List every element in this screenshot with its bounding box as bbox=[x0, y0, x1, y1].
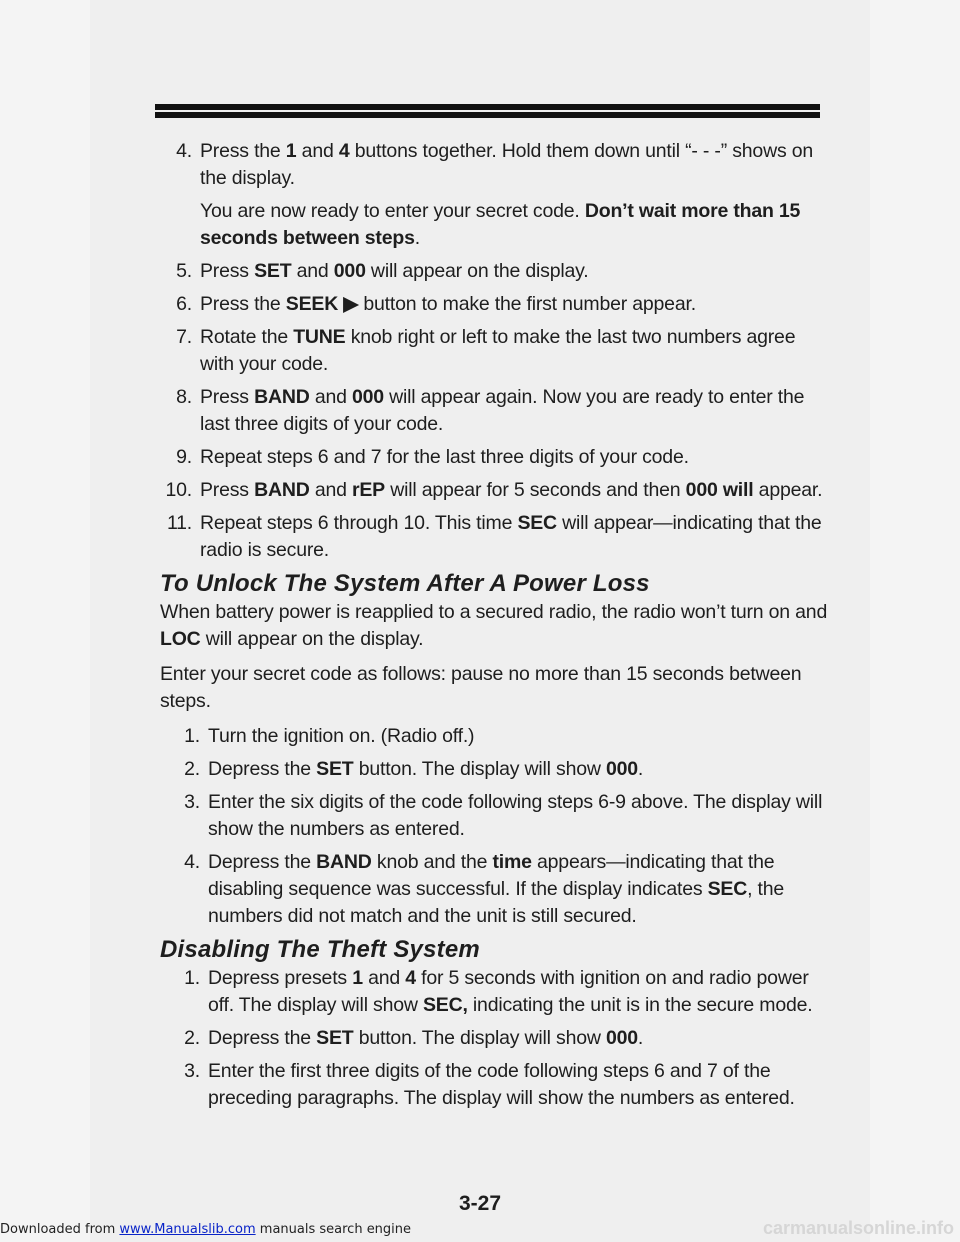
text-run: appear. bbox=[753, 479, 823, 501]
list-item bbox=[160, 291, 828, 318]
step-number: 3. bbox=[184, 791, 200, 813]
text-run: Turn the ignition on. (Radio off.) bbox=[208, 725, 475, 747]
text-run: Press the bbox=[200, 140, 286, 162]
body-paragraph bbox=[160, 599, 828, 653]
unlock-steps bbox=[160, 723, 828, 930]
theft-code-steps bbox=[160, 138, 828, 564]
bold-term: TUNE bbox=[293, 326, 346, 348]
text-run: Repeat steps 6 through 10. This time bbox=[200, 512, 518, 534]
bold-term: LOC bbox=[160, 628, 201, 650]
unlock-paragraphs bbox=[160, 599, 828, 715]
list-item bbox=[160, 789, 828, 843]
text-run: Depress the bbox=[208, 1027, 317, 1049]
list-item bbox=[160, 138, 828, 192]
bold-term: BAND bbox=[254, 479, 310, 501]
step-text bbox=[208, 789, 828, 843]
text-run: Enter the first three digits of the code following steps 6 and 7 of the preceding paragraphs. The display will show the numbers as entered. bbox=[208, 1060, 795, 1109]
text-run: Enter the six digits of the code following steps 6-9 above. The display will show the numbers as entered. bbox=[208, 791, 823, 840]
step-number: 2. bbox=[184, 758, 200, 780]
list-item bbox=[160, 324, 828, 378]
step-number: 7. bbox=[176, 326, 192, 348]
step-text bbox=[200, 291, 828, 318]
section-heading-disable: Disabling The Theft System bbox=[160, 936, 480, 963]
list-item bbox=[160, 1025, 828, 1052]
text-run: button. The display will show bbox=[353, 758, 606, 780]
text-run: buttons together. Hold them down until “- - -” shows on the display. bbox=[200, 140, 814, 189]
bold-term: BAND bbox=[254, 386, 310, 408]
step-text bbox=[208, 1058, 828, 1112]
text-run: Press bbox=[200, 479, 255, 501]
watermark: carmanualsonline.info bbox=[762, 1218, 954, 1238]
text-run: will appear again. Now you are ready to enter the last three digits of your code. bbox=[200, 386, 805, 435]
bold-term: SET bbox=[254, 260, 292, 282]
step-number: 6. bbox=[176, 293, 192, 315]
step-number: 4. bbox=[184, 851, 200, 873]
body-paragraph bbox=[160, 661, 828, 715]
step-number: 9. bbox=[176, 446, 192, 468]
text-run: will appear—indicating that the radio is secure. bbox=[200, 512, 822, 561]
step-text bbox=[200, 138, 828, 192]
bold-term: time bbox=[492, 851, 532, 873]
text-run: Depress the bbox=[208, 851, 317, 873]
step-number: 2. bbox=[184, 1027, 200, 1049]
text-run: knob and the bbox=[371, 851, 493, 873]
text-run: will appear on the display. bbox=[365, 260, 589, 282]
footer-prefix: Downloaded from bbox=[0, 1222, 116, 1237]
list-item bbox=[160, 756, 828, 783]
manualslib-link[interactable]: www.Manualslib.com bbox=[119, 1222, 256, 1237]
step-text bbox=[208, 723, 828, 750]
text-run: Depress presets bbox=[208, 967, 353, 989]
bold-term: BAND bbox=[316, 851, 372, 873]
text-run: Repeat steps 6 and 7 for the last three digits of your code. bbox=[200, 446, 689, 468]
bold-term: SET bbox=[316, 758, 354, 780]
step-note bbox=[160, 198, 828, 252]
list-item bbox=[160, 965, 828, 1019]
text-run: Press bbox=[200, 260, 255, 282]
text-run: Press the bbox=[200, 293, 286, 315]
text-run: . bbox=[637, 758, 644, 780]
bold-term: 000 bbox=[333, 260, 366, 282]
list-item bbox=[160, 258, 828, 285]
text-run: and bbox=[296, 140, 339, 162]
bold-term: SEC bbox=[517, 512, 557, 534]
section-heading-unlock: To Unlock The System After A Power Loss bbox=[160, 570, 650, 597]
text-run: indicating the unit is in the secure mode. bbox=[467, 994, 813, 1016]
page-number: 3-27 bbox=[458, 1192, 502, 1215]
bold-term: 4 bbox=[405, 967, 416, 989]
bold-term: SEEK ▶ bbox=[285, 293, 359, 315]
text-run: Enter your secret code as follows: pause no more than 15 seconds between steps. bbox=[160, 663, 802, 712]
text-run: and bbox=[309, 386, 352, 408]
bold-term: SEC, bbox=[422, 994, 468, 1016]
text-run: knob right or left to make the last two numbers agree with your code. bbox=[200, 326, 796, 375]
text-run: will appear for 5 seconds and then bbox=[385, 479, 686, 501]
step-number: 10. bbox=[165, 479, 192, 501]
text-run: You are now ready to enter your secret code. bbox=[200, 200, 585, 222]
text-run: and bbox=[362, 967, 406, 989]
step-text bbox=[200, 258, 828, 285]
list-item bbox=[160, 510, 828, 564]
bold-term: 000 bbox=[605, 1027, 638, 1049]
disable-steps bbox=[160, 965, 828, 1112]
list-item bbox=[160, 444, 828, 471]
text-run: . bbox=[637, 1027, 644, 1049]
download-footer bbox=[0, 1222, 411, 1237]
step-text bbox=[208, 1025, 828, 1052]
bold-term: SEC bbox=[707, 878, 748, 900]
step-number: 11. bbox=[166, 512, 192, 534]
text-run: When battery power is reapplied to a secured radio, the radio won’t turn on and bbox=[160, 601, 828, 623]
bold-term: 1 bbox=[352, 967, 363, 989]
step-text bbox=[200, 324, 828, 378]
list-item bbox=[160, 849, 828, 930]
text-run: Rotate the bbox=[200, 326, 294, 348]
step-number: 5. bbox=[176, 260, 192, 282]
text-run: and bbox=[291, 260, 334, 282]
text-run: for 5 seconds with ignition on and radio power off. The display will show bbox=[208, 967, 809, 1016]
bold-term: 4 bbox=[338, 140, 350, 162]
text-run: , the numbers did not match and the unit is still secured. bbox=[208, 878, 785, 927]
header-rule bbox=[155, 104, 820, 118]
list-item bbox=[160, 477, 828, 504]
step-text bbox=[208, 756, 828, 783]
bold-term: 000 bbox=[351, 386, 384, 408]
text-run: Depress the bbox=[208, 758, 317, 780]
list-item bbox=[160, 723, 828, 750]
step-number: 8. bbox=[176, 386, 192, 408]
bold-term: rEP bbox=[351, 479, 385, 501]
bold-term: 000 bbox=[605, 758, 638, 780]
list-item bbox=[160, 384, 828, 438]
text-run: . bbox=[414, 227, 420, 249]
text-run: and bbox=[309, 479, 352, 501]
bold-term: Don’t wait more than 15 seconds between steps bbox=[200, 200, 801, 249]
step-text bbox=[200, 510, 828, 564]
text-run: button to make the first number appear. bbox=[358, 293, 696, 315]
text-run: will appear on the display. bbox=[200, 628, 424, 650]
step-text bbox=[208, 965, 828, 1019]
bold-term: 1 bbox=[285, 140, 297, 162]
bold-term: 000 will bbox=[685, 479, 754, 501]
list-item bbox=[160, 1058, 828, 1112]
text-run: button. The display will show bbox=[353, 1027, 606, 1049]
step-number: 1. bbox=[184, 725, 200, 747]
page-content bbox=[160, 138, 828, 1118]
step-text bbox=[200, 444, 828, 471]
step-number: 4. bbox=[176, 140, 192, 162]
footer-suffix: manuals search engine bbox=[259, 1222, 412, 1237]
bold-term: SET bbox=[316, 1027, 354, 1049]
step-number: 3. bbox=[184, 1060, 200, 1082]
text-run: Press bbox=[200, 386, 255, 408]
step-text bbox=[200, 384, 828, 438]
step-text bbox=[208, 849, 828, 930]
text-run: appears—indicating that the disabling sequence was successful. If the display indicates bbox=[208, 851, 775, 900]
step-number: 1. bbox=[184, 967, 200, 989]
step-text bbox=[200, 477, 828, 504]
